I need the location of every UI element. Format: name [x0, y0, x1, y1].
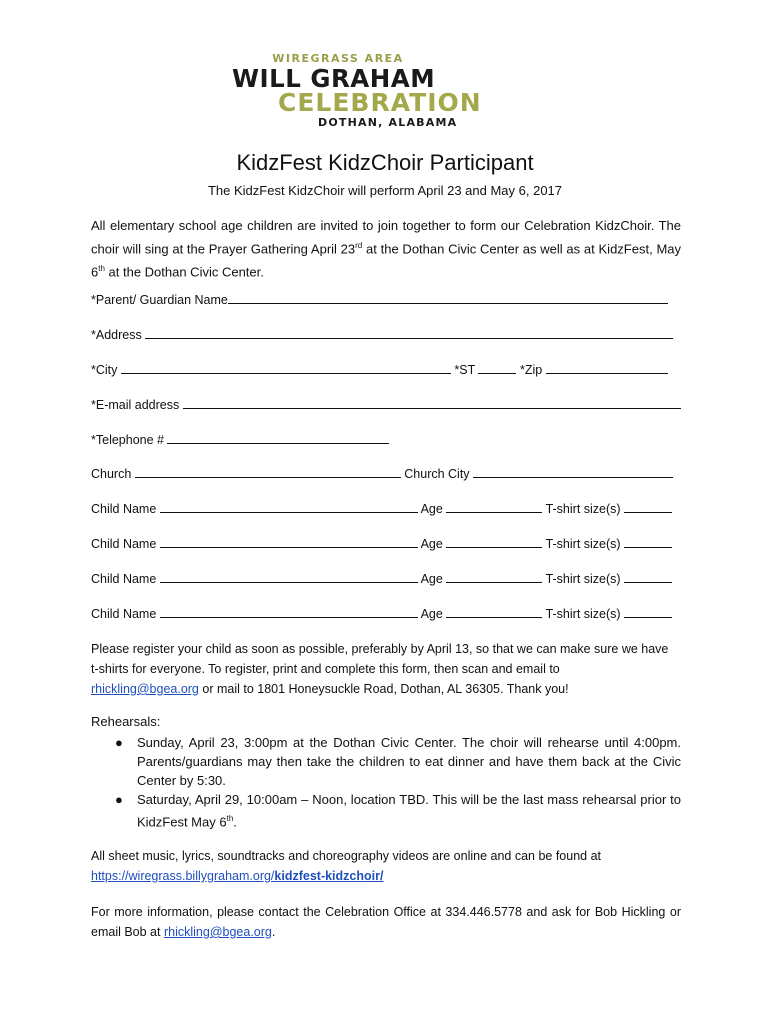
register-line-3-text: or mail to 1801 Honeysuckle Road, Dothan, AL 36305. Thank you!	[198, 682, 569, 696]
register-email-link[interactable]: rhickling@bgea.org	[91, 682, 199, 696]
tshirt-label: T-shirt size(s)	[545, 502, 621, 516]
resources-link[interactable]	[91, 866, 681, 886]
tshirt-blank[interactable]	[624, 500, 672, 513]
register-paragraph	[91, 639, 681, 699]
church-city-label: Church City	[404, 467, 470, 481]
register-line-2: t-shirts for everyone. To register, print and complete this form, then scan and email to	[91, 662, 560, 676]
logo-dothan-alabama: DOTHAN, ALABAMA	[318, 116, 458, 129]
rehearsals-list	[91, 733, 681, 831]
age-label: Age	[420, 502, 443, 516]
address-label: *Address	[91, 328, 142, 342]
register-line-3	[91, 679, 681, 699]
child-row-4	[91, 605, 672, 621]
child-name-blank[interactable]	[160, 605, 418, 618]
rehearsal-item-2	[91, 790, 681, 831]
intro-text-2: at the Dothan Civic Center as well as at KidzFest, May 6	[91, 241, 681, 280]
telephone-label: *Telephone #	[91, 433, 164, 447]
church-city-blank[interactable]	[473, 465, 673, 478]
register-line-1: Please register your child as soon as possible, preferably by April 13, so that we can make sure we have	[91, 642, 669, 656]
address-blank[interactable]	[145, 326, 673, 339]
city-label: *City	[91, 363, 118, 377]
age-label: Age	[420, 537, 443, 551]
intro-sup-2: th	[98, 264, 105, 274]
celebration-logo	[0, 52, 770, 132]
intro-sup-1: rd	[355, 241, 363, 250]
zip-blank[interactable]	[546, 361, 668, 374]
intro-paragraph	[91, 216, 681, 283]
age-label: Age	[420, 572, 443, 586]
age-blank[interactable]	[446, 500, 542, 513]
resources-paragraph	[91, 846, 681, 886]
child-name-blank[interactable]	[160, 500, 418, 513]
age-blank[interactable]	[446, 535, 542, 548]
child-row-2	[91, 535, 672, 551]
rehearsal-item-2-sup: th	[226, 814, 234, 823]
child-row-1	[91, 500, 672, 516]
telephone-blank[interactable]	[167, 431, 389, 444]
email-blank[interactable]	[183, 396, 681, 409]
rehearsal-item-1-text: Sunday, April 23, 3:00pm at the Dothan Civic Center. The choir will rehearse until 4:00pm. Parents/guardians may then take the children to eat dinner and have them back at the Civic Center by 5:30.	[137, 735, 681, 788]
child-row-3	[91, 570, 672, 586]
st-label: *ST	[454, 363, 475, 377]
email-label: *E-mail address	[91, 398, 180, 412]
child-name-label: Child Name	[91, 502, 157, 516]
child-name-blank[interactable]	[160, 535, 418, 548]
logo-celebration: CELEBRATION	[278, 88, 482, 117]
parent-label: *Parent/ Guardian Name	[91, 293, 228, 307]
parent-field-row	[91, 291, 668, 307]
contact-text: For more information, please contact the Celebration Office at 334.446.5778 and ask for Bob Hickling or email Bob at	[91, 905, 681, 939]
email-field-row	[91, 396, 681, 412]
tshirt-blank[interactable]	[624, 605, 672, 618]
rehearsal-item-2-text: Saturday, April 29, 10:00am – Noon, location TBD. This will be the last mass rehearsal prior to KidzFest May 6	[137, 792, 681, 830]
church-label: Church	[91, 467, 132, 481]
child-name-label: Child Name	[91, 607, 157, 621]
address-field-row	[91, 326, 673, 342]
bullet-icon: ●	[115, 792, 123, 807]
rehearsals-heading: Rehearsals:	[91, 714, 161, 729]
church-field-row	[91, 465, 673, 481]
resources-text: All sheet music, lyrics, soundtracks and choreography videos are online and can be found at	[91, 849, 602, 863]
church-blank[interactable]	[135, 465, 401, 478]
child-name-label: Child Name	[91, 537, 157, 551]
child-name-label: Child Name	[91, 572, 157, 586]
tshirt-blank[interactable]	[624, 535, 672, 548]
rehearsal-item-1	[91, 733, 681, 790]
logo-wiregrass-area: WIREGRASS AREA	[272, 52, 404, 65]
bullet-icon: ●	[115, 735, 123, 750]
tshirt-label: T-shirt size(s)	[545, 537, 621, 551]
logo-will-graham: WILL GRAHAM	[232, 64, 436, 93]
city-blank[interactable]	[121, 361, 451, 374]
contact-email-link[interactable]: rhickling@bgea.org	[163, 925, 272, 939]
age-blank[interactable]	[446, 605, 542, 618]
age-label: Age	[420, 607, 443, 621]
child-name-blank[interactable]	[160, 570, 418, 583]
page-subtitle: The KidzFest KidzChoir will perform April 23 and May 6, 2017	[207, 183, 563, 198]
resources-link-bold[interactable]: kidzfest-kidzchoir/	[274, 869, 384, 883]
parent-name-blank[interactable]	[228, 291, 668, 304]
city-field-row	[91, 361, 668, 377]
zip-label: *Zip	[519, 363, 543, 377]
resources-link-plain[interactable]: https://wiregrass.billygraham.org/	[91, 869, 275, 883]
contact-end: .	[271, 925, 276, 939]
page-title: KidzFest KidzChoir Participant	[236, 150, 534, 175]
st-blank[interactable]	[478, 361, 516, 374]
rehearsal-item-2-end: .	[233, 814, 237, 830]
intro-text-3: at the Dothan Civic Center.	[104, 264, 264, 280]
intro-text-1: All elementary school age children are invited to join together to form our Celebration KidzChoir. The choir will sing at the Prayer Gathering April 23	[91, 218, 681, 257]
age-blank[interactable]	[446, 570, 542, 583]
tshirt-label: T-shirt size(s)	[545, 607, 621, 621]
telephone-field-row	[91, 431, 389, 447]
tshirt-blank[interactable]	[624, 570, 672, 583]
contact-paragraph	[91, 902, 681, 942]
tshirt-label: T-shirt size(s)	[545, 572, 621, 586]
